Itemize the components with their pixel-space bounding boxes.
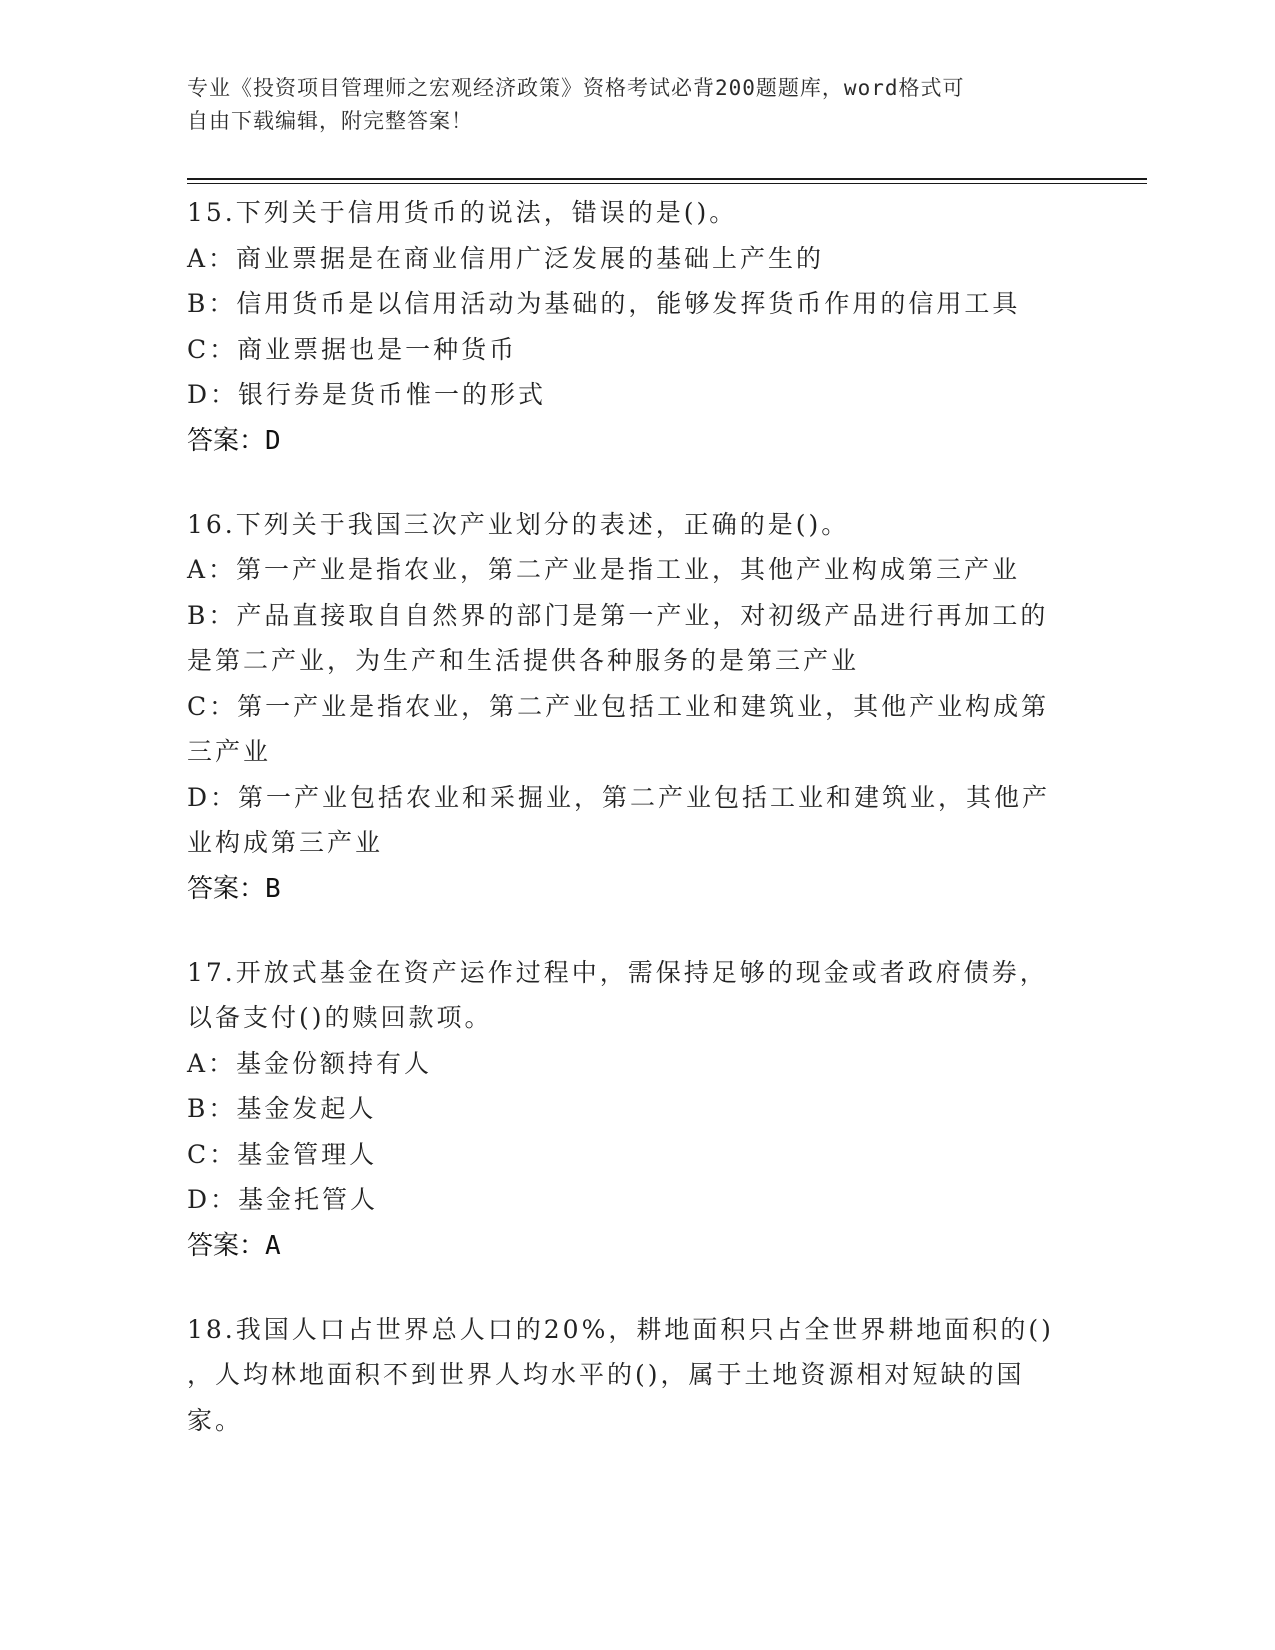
question-18 bbox=[187, 1307, 1067, 1444]
answer bbox=[187, 1223, 1067, 1269]
answer-label: 答案： bbox=[187, 873, 266, 904]
option-a: A：基金份额持有人 bbox=[187, 1048, 433, 1078]
answer-value: A bbox=[265, 1230, 281, 1261]
header-divider-thin bbox=[187, 183, 1147, 184]
question-list bbox=[187, 190, 1067, 1481]
header-divider-thick bbox=[187, 178, 1147, 180]
question-stem: 18.我国人口占世界总人口的20%，耕地面积只占全世界耕地面积的() bbox=[187, 1314, 1054, 1344]
header-line-2: 自由下载编辑，附完整答案！ bbox=[187, 109, 473, 133]
question-stem-continued-2: 家。 bbox=[187, 1405, 244, 1435]
answer bbox=[187, 866, 1067, 912]
option-c-continued: 三产业 bbox=[187, 737, 272, 766]
option-b-continued: 是第二产业，为生产和生活提供各种服务的是第三产业 bbox=[187, 646, 860, 675]
question-stem: 15.下列关于信用货币的说法，错误的是()。 bbox=[187, 198, 738, 227]
option-b: B：基金发起人 bbox=[187, 1094, 377, 1123]
option-d: D：基金托管人 bbox=[187, 1185, 379, 1214]
option-b: B：产品直接取自自然界的部门是第一产业，对初级产品进行再加工的 bbox=[187, 600, 1049, 630]
question-stem: 16.下列关于我国三次产业划分的表述，正确的是()。 bbox=[187, 509, 850, 539]
option-c: C：基金管理人 bbox=[187, 1139, 378, 1169]
question-15 bbox=[187, 190, 1067, 464]
option-d: D：银行券是货币惟一的形式 bbox=[187, 380, 547, 409]
option-d: D：第一产业包括农业和采掘业，第二产业包括工业和建筑业，其他产 bbox=[187, 782, 1051, 812]
option-a: A：商业票据是在商业信用广泛发展的基础上产生的 bbox=[187, 243, 825, 273]
answer-label: 答案： bbox=[187, 1230, 266, 1261]
option-c: C：商业票据也是一种货币 bbox=[187, 334, 518, 364]
question-stem-continued: 以备支付()的赎回款项。 bbox=[187, 1003, 493, 1032]
question-17 bbox=[187, 950, 1067, 1269]
document-header bbox=[187, 72, 1067, 138]
answer-value: D bbox=[265, 425, 281, 456]
option-a: A：第一产业是指农业，第二产业是指工业，其他产业构成第三产业 bbox=[187, 555, 1021, 584]
option-d-continued: 业构成第三产业 bbox=[187, 828, 384, 857]
answer-value: B bbox=[265, 873, 281, 904]
option-c: C：第一产业是指农业，第二产业包括工业和建筑业，其他产业构成第 bbox=[187, 691, 1050, 721]
question-stem: 17.开放式基金在资产运作过程中，需保持足够的现金或者政府债券， bbox=[187, 957, 1048, 987]
option-b: B：信用货币是以信用活动为基础的，能够发挥货币作用的信用工具 bbox=[187, 289, 1021, 318]
question-16 bbox=[187, 502, 1067, 912]
question-stem-continued: ，人均林地面积不到世界人均水平的()，属于土地资源相对短缺的国 bbox=[187, 1360, 1025, 1389]
answer-label: 答案： bbox=[187, 425, 266, 456]
header-line-1: 专业《投资项目管理师之宏观经济政策》资格考试必背200题题库，word格式可 bbox=[187, 76, 965, 100]
answer bbox=[187, 418, 1067, 464]
